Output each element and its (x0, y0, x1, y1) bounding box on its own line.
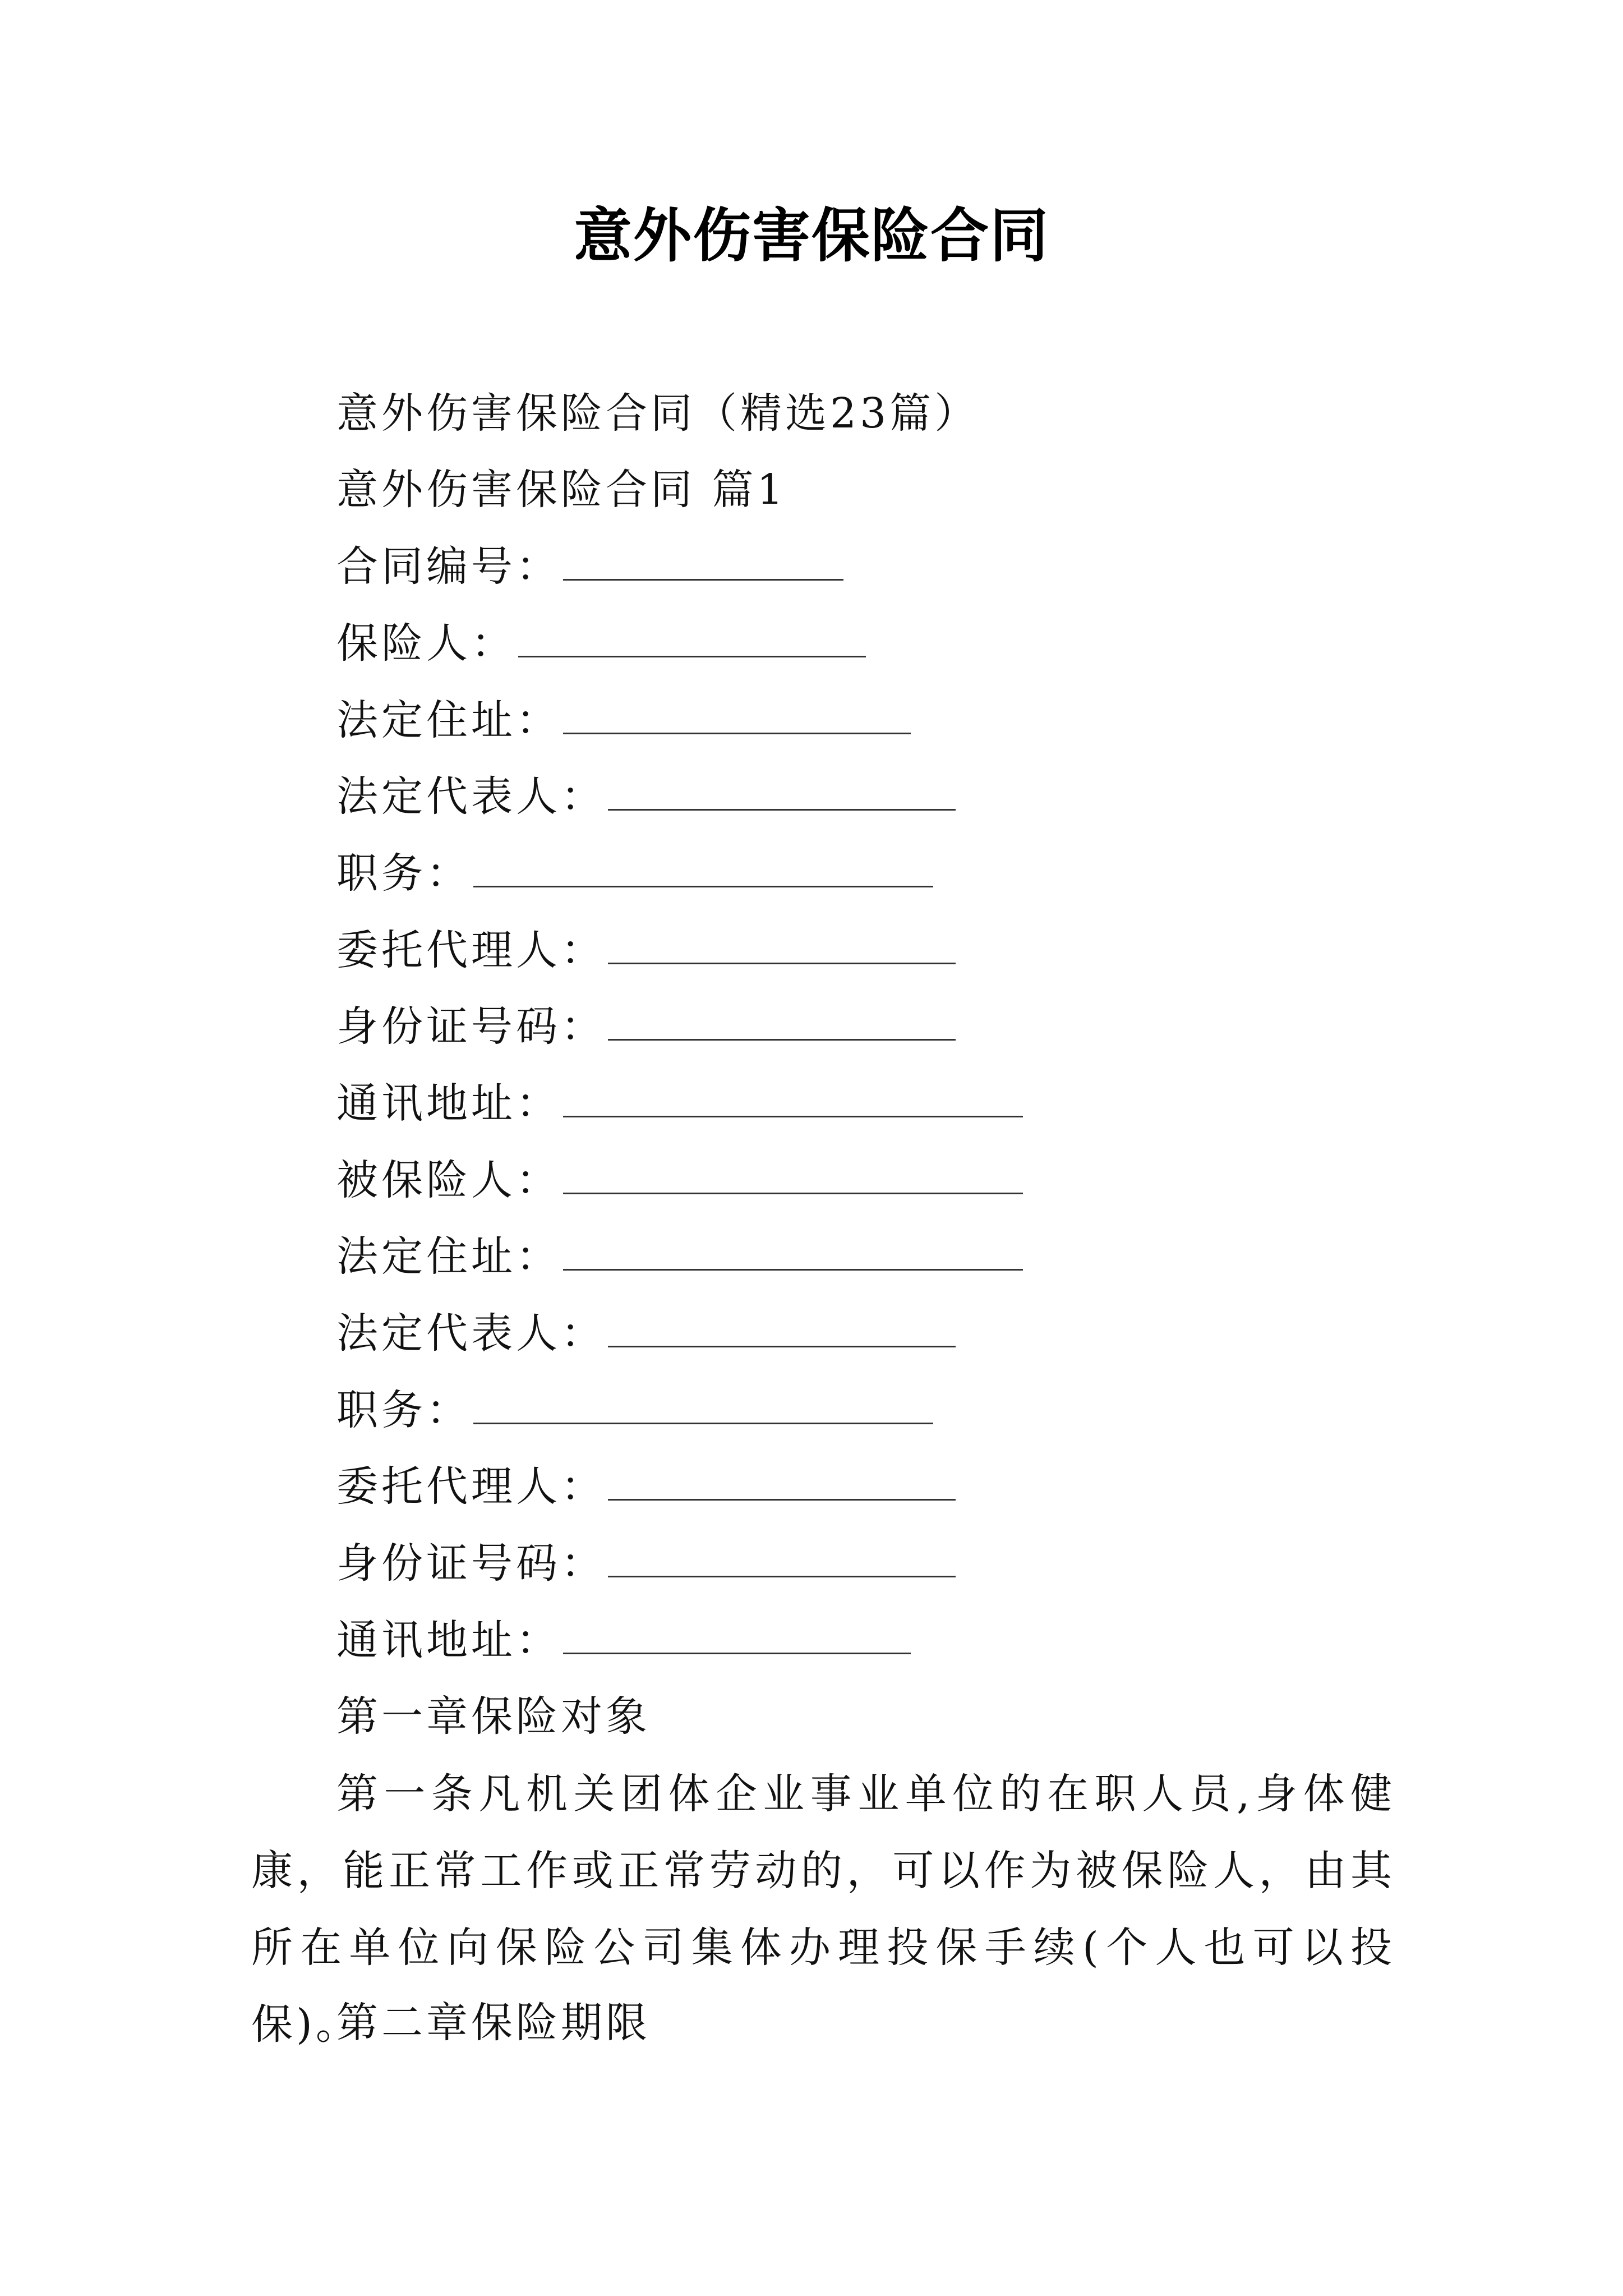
field-row (336, 615, 866, 671)
field-blank[interactable] (563, 1246, 1023, 1271)
chapter-heading: 第二章保险期限 (336, 1999, 651, 2047)
field-label: 法定住址： (336, 1232, 561, 1281)
document-subtitle: 意外伤害保险合同（精选23篇） (336, 389, 980, 438)
field-blank[interactable] (608, 940, 956, 964)
section-heading: 意外伤害保险合同 篇1 (336, 466, 787, 514)
field-blank[interactable] (608, 1323, 956, 1347)
field-blank[interactable] (608, 1553, 956, 1577)
field-row (336, 1612, 911, 1668)
field-row (336, 1152, 1023, 1208)
field-label: 法定住址： (336, 696, 561, 744)
field-blank[interactable] (608, 1016, 956, 1041)
field-row (336, 539, 843, 595)
field-label: 职务： (336, 849, 471, 898)
field-row (336, 769, 956, 825)
field-blank[interactable] (608, 786, 956, 811)
field-label: 职务： (336, 1386, 471, 1434)
field-label: 身份证号码： (336, 1002, 606, 1051)
field-row (336, 999, 956, 1055)
field-blank[interactable] (563, 556, 843, 581)
field-row (336, 1458, 956, 1515)
field-label: 法定代表人： (336, 1309, 606, 1358)
field-label: 身份证号码： (336, 1539, 606, 1588)
field-row (336, 692, 911, 748)
field-row (336, 1535, 956, 1591)
field-label: 保险人： (336, 619, 516, 668)
field-label: 委托代理人： (336, 926, 606, 974)
field-blank[interactable] (608, 1476, 956, 1501)
field-row (336, 1305, 956, 1361)
field-row (336, 1382, 933, 1438)
field-blank[interactable] (518, 633, 866, 657)
field-label: 合同编号： (336, 542, 561, 591)
field-row (336, 1075, 1023, 1131)
field-row (336, 845, 933, 901)
field-blank[interactable] (563, 1630, 911, 1654)
field-row (336, 922, 956, 978)
field-row (336, 1228, 1023, 1285)
field-blank[interactable] (563, 1093, 1023, 1117)
field-label: 委托代理人： (336, 1462, 606, 1511)
field-blank[interactable] (473, 863, 933, 887)
article-paragraph: 第一条凡机关团体企业事业单位的在职人员,身体健康，能正常工作或正常劳动的，可以作为被保险人，由其所在单位向保险公司集体办理投保手续(个人也可以投保)。 (251, 1770, 1395, 2049)
field-blank[interactable] (563, 710, 911, 734)
field-blank[interactable] (563, 1170, 1023, 1194)
field-label: 通讯地址： (336, 1616, 561, 1664)
field-label: 通讯地址： (336, 1079, 561, 1128)
field-blank[interactable] (473, 1400, 933, 1424)
field-label: 法定代表人： (336, 772, 606, 821)
document-title: 意外伤害保险合同 (573, 201, 1049, 270)
chapter-heading: 第一章保险对象 (336, 1692, 651, 1741)
field-label: 被保险人： (336, 1156, 561, 1204)
